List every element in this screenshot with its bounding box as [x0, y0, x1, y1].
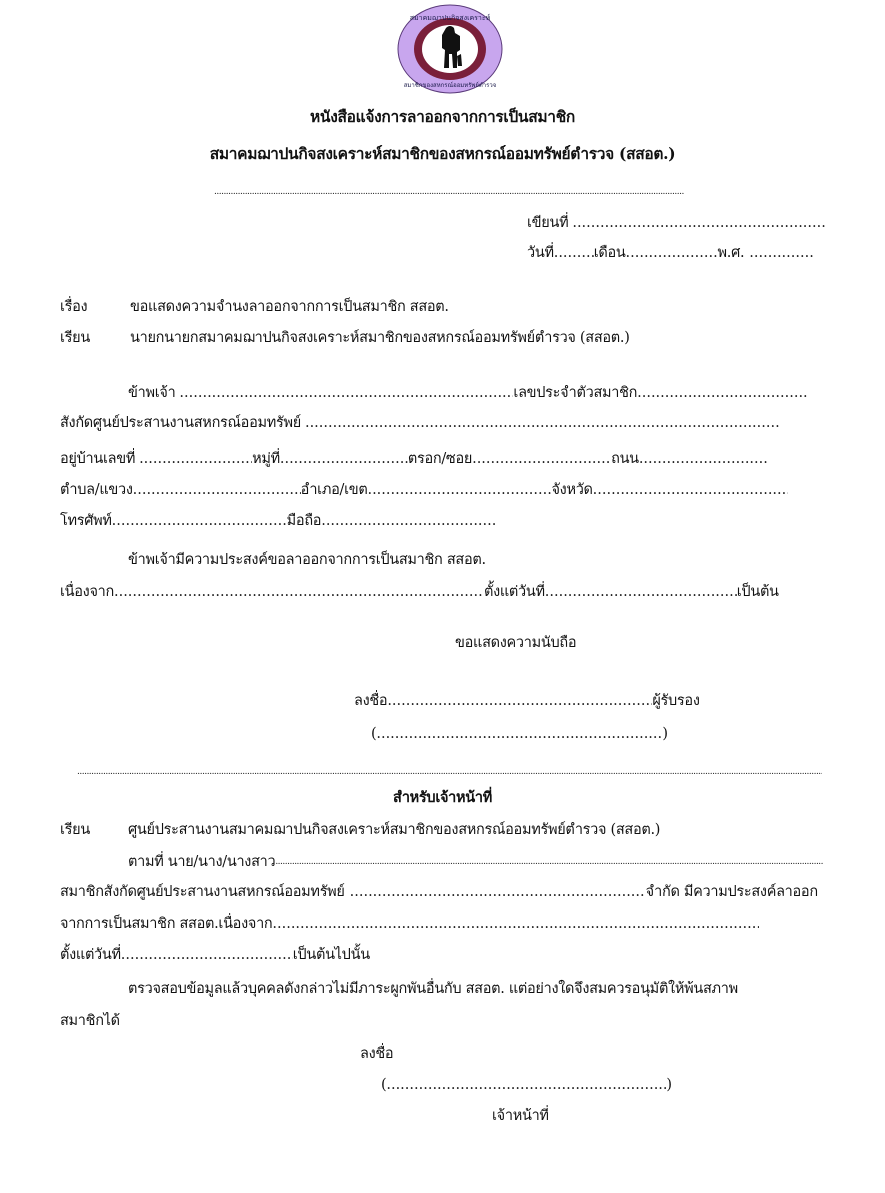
certifier-label: ผู้รับรอง: [652, 693, 700, 709]
province-label: จังหวัด: [551, 482, 593, 498]
phone-row: [60, 511, 497, 531]
officer-since-row: [60, 945, 370, 965]
month-label: เดือน: [593, 245, 626, 261]
soi-label: ตรอก/ซอย: [407, 451, 473, 467]
emblem-icon: [396, 4, 504, 94]
certifier-signature-row: [354, 691, 700, 711]
phone-input[interactable]: [112, 511, 287, 531]
since-date-input[interactable]: [545, 582, 737, 602]
officer-section-heading: สำหรับเจ้าหน้าที่: [392, 789, 492, 806]
i-label: ข้าพเจ้า: [128, 385, 176, 401]
subdistrict-label: ตำบล/แขวง: [60, 482, 133, 498]
certifier-name-input[interactable]: [376, 724, 662, 744]
officer-per-row: [128, 852, 823, 872]
officer-affiliation-label: สมาชิกสังกัดศูนย์ประสานงานสหกรณ์ออมทรัพย์: [60, 884, 345, 900]
affiliation-row: [60, 413, 781, 433]
year-input[interactable]: [749, 243, 813, 263]
house-no-label: อยู่บ้านเลขที่: [60, 451, 136, 467]
association-logo: [396, 4, 504, 94]
logo-top-text: สมาคมฌาปนกิจสงเคราะห์: [409, 14, 491, 22]
road-label: ถนน: [611, 451, 639, 467]
since-label: ตั้งแต่วันที่: [483, 584, 545, 600]
officer-reason-row: [60, 914, 759, 934]
mobile-input[interactable]: [321, 511, 497, 531]
limited-text: จำกัด มีความประสงค์ลาออก: [645, 884, 818, 900]
province-input[interactable]: [593, 480, 788, 500]
officer-title: เจ้าหน้าที่: [492, 1108, 549, 1124]
recipient-text: นายกนายกสมาคมฌาปนกิจสงเคราะห์สมาชิกของสหกรณ์ออมทรัพย์ตำรวจ (สสอต.): [130, 330, 630, 346]
section-divider: [77, 758, 822, 777]
subdistrict-input[interactable]: [133, 480, 301, 500]
written-at-label: เขียนที่: [527, 215, 569, 231]
verification-line-1: ตรวจสอบข้อมูลแล้วบุคคลดังกล่าวไม่มีภาระผูกพันอื่นกับ สสอต. แต่อย่างใดจึงสมควรอนุมัติให้พ้นสภาพ: [128, 981, 738, 997]
moo-label: หมู่ที่: [252, 451, 280, 467]
intent-statement: ข้าพเจ้ามีความประสงค์ขอลาออกจากการเป็นสมาชิก สสอต.: [128, 552, 486, 568]
officer-reason-label: จากการเป็นสมาชิก สสอต.เนื่องจาก: [60, 916, 273, 932]
date-label: วันที่: [527, 245, 554, 261]
mobile-label: มือถือ: [286, 513, 322, 529]
officer-paren-close: ): [666, 1077, 672, 1093]
reason-label: เนื่องจาก: [60, 584, 114, 600]
subject-text: ขอแสดงความจำนงลาออกจากการเป็นสมาชิก สสอต.: [130, 299, 449, 315]
district-row: [60, 480, 788, 500]
address-row: [60, 449, 769, 469]
affiliation-label: สังกัดศูนย์ประสานงานสหกรณ์ออมทรัพย์: [60, 415, 301, 431]
district-input[interactable]: [367, 480, 551, 500]
member-id-input[interactable]: [637, 383, 809, 403]
reason-row: [60, 582, 779, 602]
written-at-field[interactable]: [527, 213, 827, 233]
effective-label: เป็นต้น: [736, 584, 779, 600]
moo-input[interactable]: [280, 449, 408, 469]
officer-reason-input[interactable]: [272, 914, 759, 934]
soi-input[interactable]: [472, 449, 611, 469]
date-field[interactable]: [527, 243, 813, 263]
affiliation-input[interactable]: [305, 413, 781, 433]
officer-recipient-text: ศูนย์ประสานงานสมาคมฌาปนกิจสงเคราะห์สมาชิกของสหกรณ์ออมทรัพย์ตำรวจ (สสอต.): [128, 822, 661, 838]
officer-affiliation-input[interactable]: [350, 882, 646, 902]
sign-label: ลงชื่อ: [354, 693, 388, 709]
officer-sign-label: ลงชื่อ: [360, 1046, 394, 1062]
reason-input[interactable]: [114, 582, 484, 602]
officer-name-row: [381, 1075, 672, 1095]
phone-label: โทรศัพท์: [60, 513, 112, 529]
day-input[interactable]: [554, 243, 594, 263]
officer-member-name-input[interactable]: [275, 852, 823, 872]
per-label: ตามที่ นาย/นาง/นางสาว: [128, 854, 276, 870]
certifier-name-row: [371, 724, 668, 744]
road-input[interactable]: [639, 449, 769, 469]
regards-text: ขอแสดงความนับถือ: [455, 635, 577, 651]
member-name-row: [128, 383, 809, 403]
verification-line-2: สมาชิกได้: [60, 1013, 120, 1029]
certifier-signature-input[interactable]: [387, 691, 652, 711]
officer-name-input[interactable]: [386, 1075, 666, 1095]
document-title: หนังสือแจ้งการลาออกจากการเป็นสมาชิก: [309, 107, 575, 126]
logo-bottom-text: สมาชิกของสหกรณ์ออมทรัพย์ตำรวจ: [403, 82, 497, 89]
document-subtitle: สมาคมฌาปนกิจสงเคราะห์สมาชิกของสหกรณ์ออมทรัพย์ตำรวจ (สสอต.): [209, 144, 676, 163]
recipient-label: เรียน: [60, 330, 90, 346]
subject-label: เรื่อง: [60, 299, 88, 315]
house-no-input[interactable]: [139, 449, 252, 469]
paren-close: ): [662, 726, 668, 742]
written-at-input[interactable]: [572, 213, 827, 233]
header-divider: [214, 178, 684, 197]
officer-recipient-label: เรียน: [60, 822, 90, 838]
officer-since-label: ตั้งแต่วันที่: [60, 947, 121, 963]
officer-paren-open: (: [381, 1077, 387, 1093]
month-input[interactable]: [626, 243, 718, 263]
member-id-label: เลขประจำตัวสมาชิก: [513, 385, 638, 401]
district-label: อำเภอ/เขต: [300, 482, 368, 498]
year-label: พ.ศ.: [717, 245, 745, 261]
since-suffix: เป็นต้นไปนั้น: [292, 947, 370, 963]
paren-open: (: [371, 726, 377, 742]
officer-affiliation-row: [60, 882, 818, 902]
member-name-input[interactable]: [179, 383, 513, 403]
officer-since-input[interactable]: [121, 945, 293, 965]
